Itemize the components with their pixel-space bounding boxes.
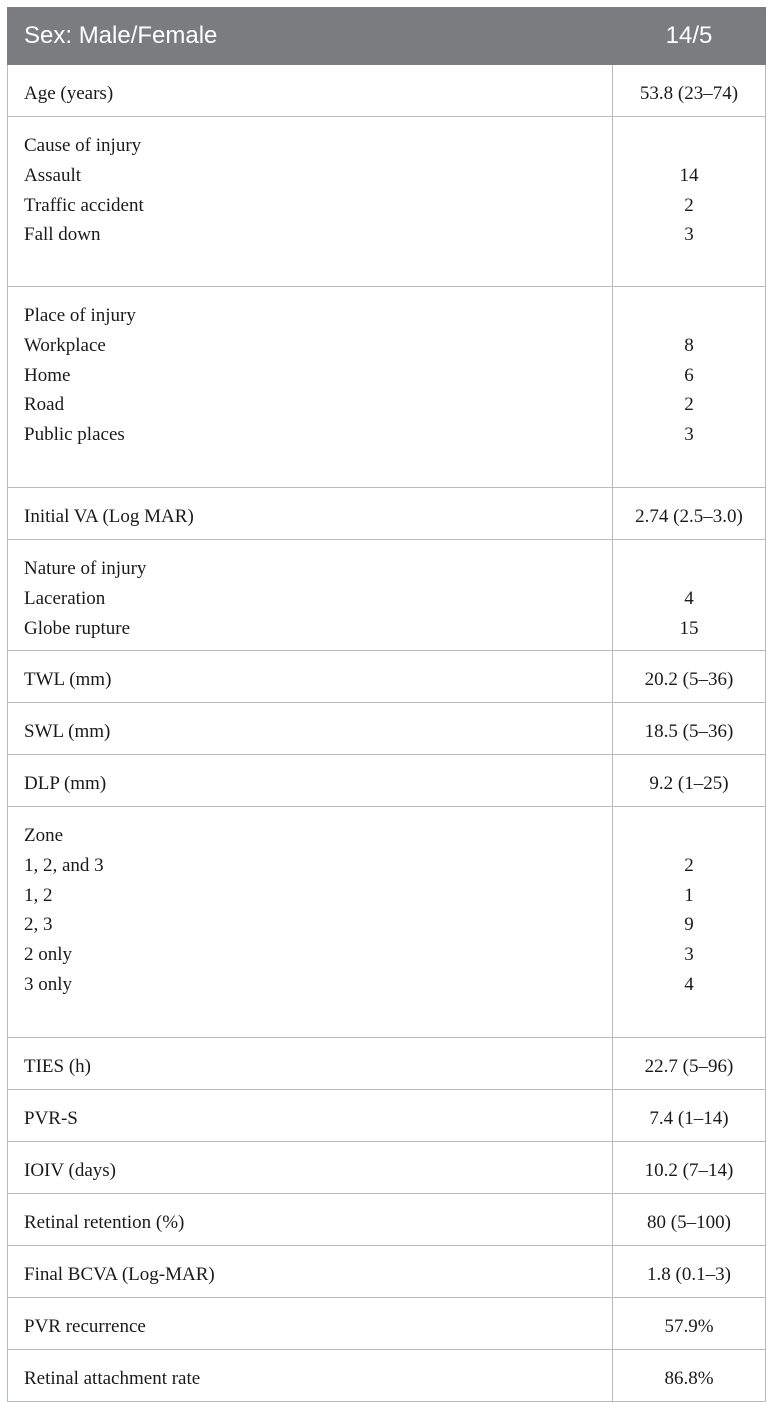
table-row (8, 1298, 766, 1350)
group-item-label: Assault (24, 164, 81, 186)
row-label: Final BCVA (Log-MAR) (8, 1246, 613, 1298)
group-item-value: 2 (684, 394, 694, 416)
table-row (8, 1038, 766, 1090)
group-item-label: 1, 2 (24, 884, 53, 906)
table-row (8, 703, 766, 755)
group-item-value: 4 (684, 587, 694, 609)
row-value: 57.9% (613, 1298, 766, 1350)
group-item-value: 2 (684, 854, 694, 876)
group-item-value: 15 (679, 617, 699, 639)
table-row (8, 65, 766, 117)
table-row (8, 117, 766, 287)
row-value: 10.2 (7–14) (613, 1142, 766, 1194)
row-group-labels (8, 287, 613, 488)
row-label: Retinal attachment rate (8, 1350, 613, 1402)
row-value: 1.8 (0.1–3) (613, 1246, 766, 1298)
row-group-values (613, 807, 766, 1038)
group-title: Nature of injury (24, 558, 147, 579)
group-item-value: 2 (684, 194, 694, 216)
table-row (8, 1090, 766, 1142)
row-value: 7.4 (1–14) (613, 1090, 766, 1142)
row-label: IOIV (days) (8, 1142, 613, 1194)
group-item-label: 2, 3 (24, 914, 53, 936)
demographics-table (7, 7, 766, 1402)
row-label: DLP (mm) (8, 755, 613, 807)
row-value: 22.7 (5–96) (613, 1038, 766, 1090)
row-label: PVR recurrence (8, 1298, 613, 1350)
table-row (8, 488, 766, 540)
header-value: 14/5 (613, 8, 766, 65)
row-group-labels (8, 540, 613, 651)
table-row (8, 807, 766, 1038)
group-item-label: Workplace (24, 334, 106, 356)
group-item-label: Home (24, 364, 71, 386)
table-row (8, 1246, 766, 1298)
group-item-label: Laceration (24, 587, 106, 609)
group-title: Place of injury (24, 305, 136, 326)
group-item-value: 14 (679, 164, 699, 186)
row-group-labels (8, 117, 613, 287)
table-row (8, 1142, 766, 1194)
row-label: Initial VA (Log MAR) (8, 488, 613, 540)
row-group-values (613, 287, 766, 488)
row-label: Retinal retention (%) (8, 1194, 613, 1246)
row-group-values (613, 117, 766, 287)
group-title: Zone (24, 825, 64, 846)
row-value: 18.5 (5–36) (613, 703, 766, 755)
group-item-value: 4 (684, 973, 694, 995)
group-item-value: 9 (684, 914, 694, 936)
table-row (8, 287, 766, 488)
group-item-value: 3 (684, 424, 694, 446)
table-row (8, 1194, 766, 1246)
group-item-label: Globe rupture (24, 617, 131, 639)
row-group-labels (8, 807, 613, 1038)
row-value: 86.8% (613, 1350, 766, 1402)
row-label: TWL (mm) (8, 651, 613, 703)
table-row (8, 651, 766, 703)
row-value: 9.2 (1–25) (613, 755, 766, 807)
row-value: 80 (5–100) (613, 1194, 766, 1246)
group-item-value: 6 (684, 364, 694, 386)
group-item-value: 3 (684, 944, 694, 966)
header-label: Sex: Male/Female (8, 8, 613, 65)
group-item-label: Fall down (24, 224, 101, 246)
group-item-label: 1, 2, and 3 (24, 854, 104, 876)
table-header-row (8, 8, 766, 65)
row-label: PVR-S (8, 1090, 613, 1142)
row-group-values (613, 540, 766, 651)
table-row (8, 755, 766, 807)
row-value: 53.8 (23–74) (613, 65, 766, 117)
row-label: TIES (h) (8, 1038, 613, 1090)
group-item-label: 3 only (24, 973, 73, 995)
group-title: Cause of injury (24, 135, 142, 156)
row-value: 20.2 (5–36) (613, 651, 766, 703)
row-label: Age (years) (8, 65, 613, 117)
table-row (8, 1350, 766, 1402)
group-item-value: 1 (684, 884, 694, 906)
group-item-value: 3 (684, 224, 694, 246)
table-row (8, 540, 766, 651)
group-item-label: Public places (24, 424, 125, 446)
row-label: SWL (mm) (8, 703, 613, 755)
group-item-label: Road (24, 394, 65, 416)
group-item-value: 8 (684, 334, 694, 356)
row-value: 2.74 (2.5–3.0) (613, 488, 766, 540)
group-item-label: 2 only (24, 944, 73, 966)
group-item-label: Traffic accident (24, 194, 144, 216)
